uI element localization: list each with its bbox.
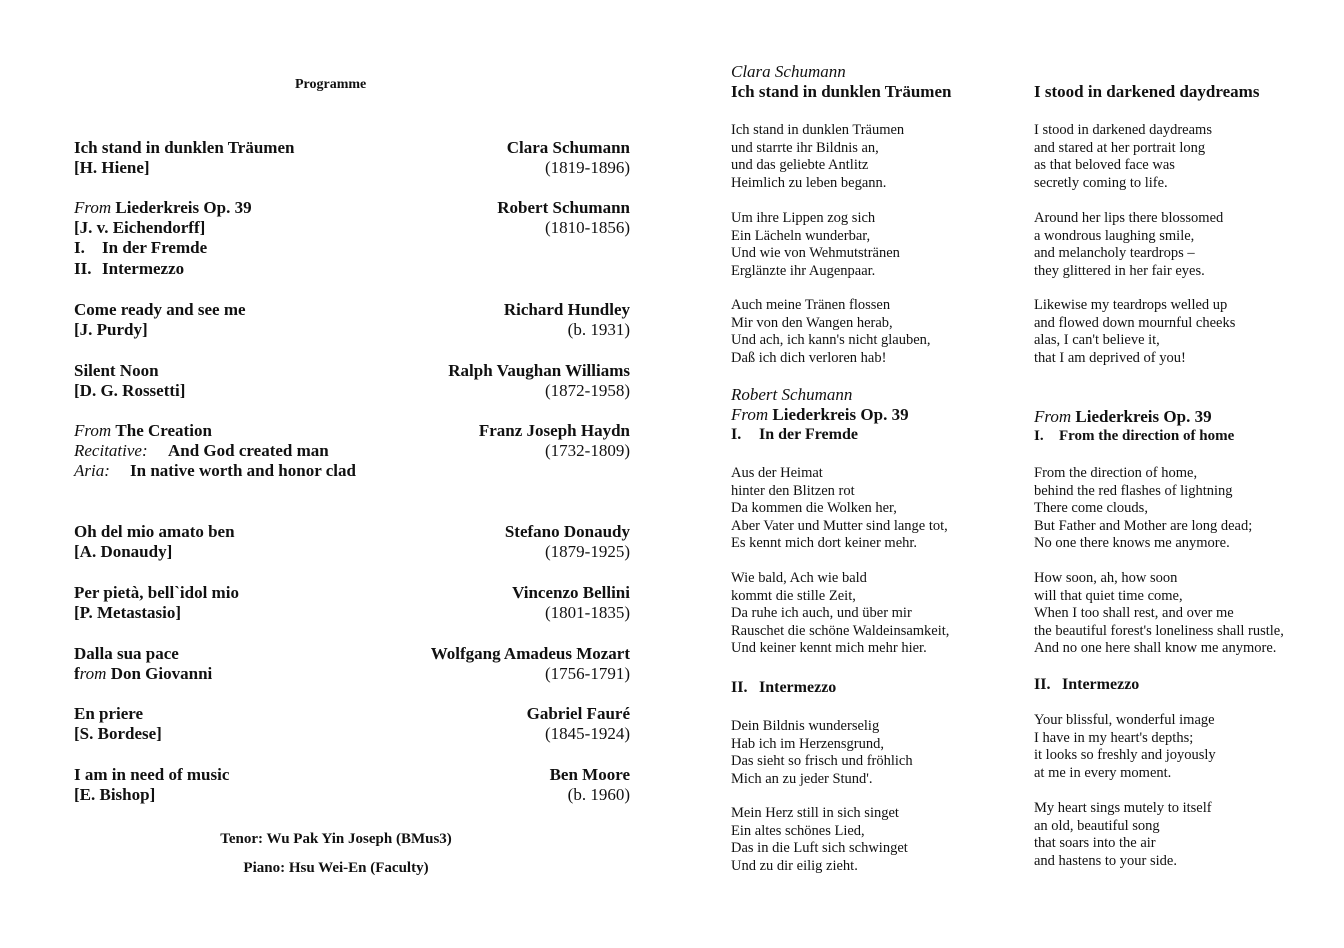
verse-line: and stared at her portrait long (1034, 139, 1206, 156)
verse-line: Wie bald, Ach wie bald (731, 570, 867, 586)
work-title: Come ready and see me (74, 300, 246, 319)
verse-line: the beautiful forest's loneliness shall rustle, (1034, 622, 1284, 639)
verse-line: kommt die stille Zeit, (731, 587, 856, 604)
composer-dates: (1732-1809) (545, 441, 630, 461)
song-title: In der Fremde (102, 238, 208, 258)
robert-cycle-de: From Liederkreis Op. 39 (731, 405, 909, 424)
verse-line: Da ruhe ich auch, und über mir (731, 605, 912, 621)
from-rest: rom (79, 664, 107, 684)
work-title: Ich stand in dunklen Träumen (74, 138, 295, 157)
recitative-label: Recitative: (74, 441, 148, 461)
verse-line: Likewise my teardrops welled up (1034, 297, 1228, 313)
verse-line: at me in every moment. (1034, 764, 1172, 781)
composer-dates: (1756-1791) (545, 664, 630, 684)
programme-entry (74, 361, 630, 401)
verse-line: I stood in darkened daydreams (1034, 122, 1212, 138)
programme-entry (74, 421, 630, 482)
programme-entry (74, 198, 630, 279)
verse-line: that I am deprived of you! (1034, 349, 1186, 366)
verse-line: and hastens to your side. (1034, 852, 1177, 869)
stanza-en (1034, 800, 1212, 870)
verse-line: Your blissful, wonderful image (1034, 712, 1215, 728)
verse-line: I have in my heart's depths; (1034, 729, 1194, 746)
poet: [S. Bordese] (74, 724, 162, 744)
verse-line: Aus der Heimat (731, 465, 823, 481)
composer: Franz Joseph Haydn (478, 421, 630, 440)
poet: [P. Metastasio] (74, 603, 182, 623)
composer: Wolfgang Amadeus Mozart (430, 644, 630, 663)
stanza-de (731, 210, 900, 280)
robert-composer: Robert Schumann (731, 385, 853, 404)
composer: Robert Schumann (497, 198, 630, 217)
composer: Richard Hundley (503, 300, 630, 319)
aria-title: In native worth and honor clad (130, 461, 356, 481)
verse-line: When I too shall rest, and over me (1034, 605, 1234, 621)
verse-line: and flowed down mournful cheeks (1034, 314, 1236, 331)
verse-line: Around her lips there blossomed (1034, 210, 1224, 226)
verse-line: Das in die Luft sich schwinget (731, 840, 908, 856)
clara-title-de: Ich stand in dunklen Träumen (731, 82, 952, 101)
verse-line: Ein altes schönes Lied, (731, 822, 865, 839)
poet: [D. G. Rossetti] (74, 381, 186, 401)
programme-entry (74, 644, 630, 684)
work-title: Liederkreis Op. 39 (115, 198, 252, 217)
work-title: Oh del mio amato ben (74, 522, 235, 541)
poet: [J. Purdy] (74, 320, 148, 340)
verse-line: that soars into the air (1034, 835, 1156, 851)
song-number: I. (74, 238, 85, 258)
work-title: Per pietà, bell`idol mio (74, 583, 239, 602)
poet: [E. Bishop] (74, 785, 156, 805)
verse-line: Daß ich dich verloren hab! (731, 349, 887, 366)
verse-line: Mich an zu jeder Stund'. (731, 770, 873, 787)
verse-line: Und zu dir eilig zieht. (731, 857, 858, 874)
stanza-en (1034, 465, 1252, 553)
robert-cycle-en: From Liederkreis Op. 39 (1034, 407, 1212, 426)
verse-line: Es kennt mich dort keiner mehr. (731, 535, 918, 551)
verse-line: Das sieht so frisch und fröhlich (731, 753, 913, 769)
verse-line: Rauschet die schöne Waldeinsamkeit, (731, 622, 950, 639)
song-number: II. (74, 258, 92, 278)
programme-entry (74, 765, 630, 805)
verse-line: And no one here shall know me anymore. (1034, 640, 1277, 656)
composer-dates: (b. 1960) (567, 785, 630, 805)
aria-label: Aria: (74, 461, 110, 481)
verse-line: Und wie von Wehmutstränen (731, 245, 900, 261)
piano-credit: Piano: Hsu Wei-En (Faculty) (243, 860, 429, 876)
verse-line: Hab ich im Herzensgrund, (731, 735, 885, 752)
work-title: I am in need of music (74, 765, 230, 784)
stanza-de (731, 122, 904, 192)
verse-line: Aber Vater und Mutter sind lange tot, (731, 517, 948, 534)
verse-line: No one there knows me anymore. (1034, 535, 1230, 551)
stanza-de (731, 805, 908, 875)
verse-line: und starrte ihr Bildnis an, (731, 139, 879, 156)
verse-line: From the direction of home, (1034, 465, 1198, 481)
programme-entry (74, 300, 630, 340)
song1-title-en: I. From the direction of home (1034, 428, 1235, 444)
poet: [H. Hiene] (74, 158, 150, 178)
verse-line: Mein Herz still in sich singet (731, 805, 899, 821)
verse-line: they glittered in her fair eyes. (1034, 262, 1205, 279)
verse-line: alas, I can't believe it, (1034, 332, 1160, 348)
song2-title-de: II. Intermezzo (731, 679, 837, 696)
composer-dates: (1879-1925) (545, 542, 630, 562)
composer-dates: (1801-1835) (545, 603, 630, 623)
clara-composer: Clara Schumann (731, 62, 846, 81)
verse-line: Ein Lächeln wunderbar, (731, 227, 871, 244)
song2-title-en: II. Intermezzo (1034, 676, 1140, 693)
work-title: En priere (74, 704, 144, 723)
composer-dates: (b. 1931) (567, 320, 630, 340)
verse-line: hinter den Blitzen rot (731, 482, 855, 499)
programme-entry (74, 583, 630, 623)
work-title: The Creation (115, 421, 212, 440)
verse-line: How soon, ah, how soon (1034, 570, 1178, 586)
verse-line: Um ihre Lippen zog sich (731, 210, 876, 226)
stanza-en (1034, 712, 1216, 782)
clara-title-en: I stood in darkened daydreams (1034, 82, 1260, 101)
composer: Clara Schumann (506, 138, 630, 157)
programme-entry (74, 138, 630, 178)
verse-line: secretly coming to life. (1034, 174, 1168, 191)
stanza-en (1034, 122, 1212, 192)
verse-line: will that quiet time come, (1034, 587, 1183, 604)
composer-dates: (1819-1896) (545, 158, 630, 178)
from-prefix: From (74, 198, 112, 217)
verse-line: Auch meine Tränen flossen (731, 297, 891, 313)
stanza-de (731, 465, 948, 553)
from-f: f (74, 664, 80, 684)
from-prefix: From (74, 421, 112, 440)
verse-line: But Father and Mother are long dead; (1034, 517, 1253, 534)
stanza-en (1034, 297, 1235, 367)
stanza-de (731, 570, 949, 658)
opera-title: Don Giovanni (110, 664, 213, 684)
verse-line: an old, beautiful song (1034, 817, 1160, 834)
stanza-en (1034, 570, 1284, 658)
verse-line: Dein Bildnis wunderselig (731, 718, 880, 734)
composer: Stefano Donaudy (504, 522, 630, 541)
verse-line: behind the red flashes of lightning (1034, 482, 1233, 499)
work-title: Dalla sua pace (74, 644, 179, 663)
composer-dates: (1810-1856) (545, 218, 630, 238)
stanza-en (1034, 210, 1223, 280)
stanza-de (731, 297, 931, 367)
verse-line: There come clouds, (1034, 500, 1148, 516)
work-title: Silent Noon (74, 361, 159, 380)
composer-dates: (1845-1924) (545, 724, 630, 744)
verse-line: Und keiner kennt mich mehr hier. (731, 640, 927, 656)
poet: [J. v. Eichendorff] (74, 218, 206, 238)
poet: [A. Donaudy] (74, 542, 173, 562)
composer: Ben Moore (549, 765, 630, 784)
programme-title: Programme (295, 77, 367, 92)
verse-line: it looks so freshly and joyously (1034, 747, 1216, 763)
recitative-title: And God created man (168, 441, 329, 461)
programme-entry (74, 704, 630, 744)
verse-line: as that beloved face was (1034, 157, 1175, 173)
tenor-credit: Tenor: Wu Pak Yin Joseph (BMus3) (220, 831, 452, 847)
verse-line: Ich stand in dunklen Träumen (731, 122, 905, 138)
verse-line: a wondrous laughing smile, (1034, 227, 1195, 244)
composer: Gabriel Fauré (526, 704, 630, 723)
verse-line: Mir von den Wangen herab, (731, 314, 893, 331)
verse-line: Erglänzte ihr Augenpaar. (731, 262, 876, 279)
verse-line: und das geliebte Antlitz (731, 157, 869, 173)
verse-line: and melancholy teardrops – (1034, 245, 1195, 261)
verse-line: Heimlich zu leben begann. (731, 174, 887, 191)
stanza-de (731, 718, 913, 788)
composer: Ralph Vaughan Williams (448, 361, 630, 380)
song-title: Intermezzo (102, 258, 185, 278)
programme-entry (74, 522, 630, 562)
composer-dates: (1872-1958) (545, 381, 630, 401)
composer: Vincenzo Bellini (512, 583, 630, 602)
verse-line: Und ach, ich kann's nicht glauben, (731, 332, 931, 348)
verse-line: Da kommen die Wolken her, (731, 500, 897, 516)
verse-line: My heart sings mutely to itself (1034, 800, 1212, 816)
song1-title-de: I. In der Fremde (731, 426, 858, 443)
